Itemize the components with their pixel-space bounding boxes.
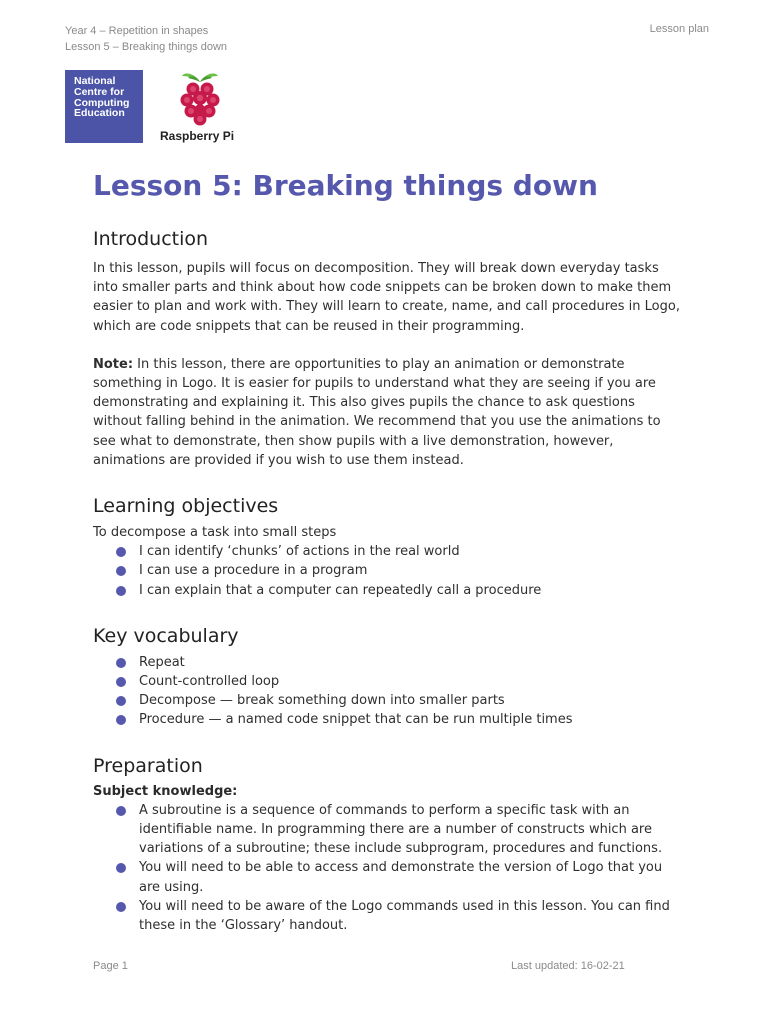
introduction-heading: Introduction	[93, 228, 209, 250]
vocabulary-heading: Key vocabulary	[93, 624, 239, 647]
objectives-list	[93, 542, 683, 600]
preparation-list	[93, 801, 683, 935]
subject-knowledge-label: Subject knowledge:	[93, 783, 238, 799]
lesson-content	[93, 166, 683, 935]
list-item: Procedure — a named code snippet that can be run multiple times	[93, 710, 683, 729]
bullet-icon	[116, 863, 126, 873]
preparation-heading: Preparation	[93, 754, 203, 777]
page-number: Page 1	[93, 960, 128, 972]
header-doc-type: Lesson plan	[649, 23, 709, 35]
note-text: In this lesson, there are opportunities to play an animation or demonstrate something in Logo. It is easier for pupils to understand what they are seeing if you are demonstrating and explaining it. This also gives pupils the chance to ask questions without falling behind in the animation. We recommend that you use the animations to see what to demonstrate, then show pupils with a live demonstration, however, animations are provided if you wish to use them instead.	[93, 356, 661, 468]
bullet-icon	[116, 658, 126, 668]
introduction-note	[93, 355, 683, 470]
list-item: You will need to be aware of the Logo commands used in this lesson. You can find these in the ‘Glossary’ handout.	[93, 897, 683, 935]
page-header-course	[65, 23, 227, 55]
bullet-icon	[116, 715, 126, 725]
list-item: I can use a procedure in a program	[93, 561, 683, 580]
raspberry-pi-logo	[160, 70, 240, 146]
last-updated: Last updated: 16-02-21	[511, 960, 625, 972]
bullet-icon	[116, 806, 126, 816]
header-unit: Year 4 – Repetition in shapes	[65, 25, 209, 37]
list-item: You will need to be able to access and demonstrate the version of Logo that you are using.	[93, 858, 683, 896]
page-title: Lesson 5: Breaking things down	[93, 169, 598, 202]
list-item: I can identify ‘chunks’ of actions in the real world	[93, 542, 683, 561]
bullet-icon	[116, 696, 126, 706]
list-item: A subroutine is a sequence of commands to perform a specific task with an identifiable name. In programming there are a number of constructs which are variations of a subroutine; these include subprogram, procedures and functions.	[93, 801, 683, 859]
objectives-lead: To decompose a task into small steps	[93, 525, 337, 541]
vocabulary-list	[93, 653, 683, 730]
introduction-paragraph: In this lesson, pupils will focus on decomposition. They will break down everyday tasks into smaller parts and think about how code snippets can be broken down to make them easier to plan and work with. They will learn to create, name, and call procedures in Logo, which are code snippets that can be reused in their programming.	[93, 261, 680, 334]
header-lesson: Lesson 5 – Breaking things down	[65, 41, 228, 53]
raspberry-pi-label: Raspberry Pi	[160, 129, 235, 143]
objectives-heading: Learning objectives	[93, 495, 279, 518]
list-item: Count-controlled loop	[93, 672, 683, 691]
bullet-icon	[116, 586, 126, 596]
bullet-icon	[116, 677, 126, 687]
bullet-icon	[116, 566, 126, 576]
raspberry-icon	[176, 70, 224, 128]
bullet-icon	[116, 902, 126, 912]
list-item: Decompose — break something down into smaller parts	[93, 691, 683, 710]
list-item: I can explain that a computer can repeatedly call a procedure	[93, 581, 683, 600]
ncce-logo: National Centre for Computing Education	[65, 70, 143, 143]
list-item: Repeat	[93, 653, 683, 672]
note-label: Note:	[93, 356, 134, 372]
bullet-icon	[116, 547, 126, 557]
